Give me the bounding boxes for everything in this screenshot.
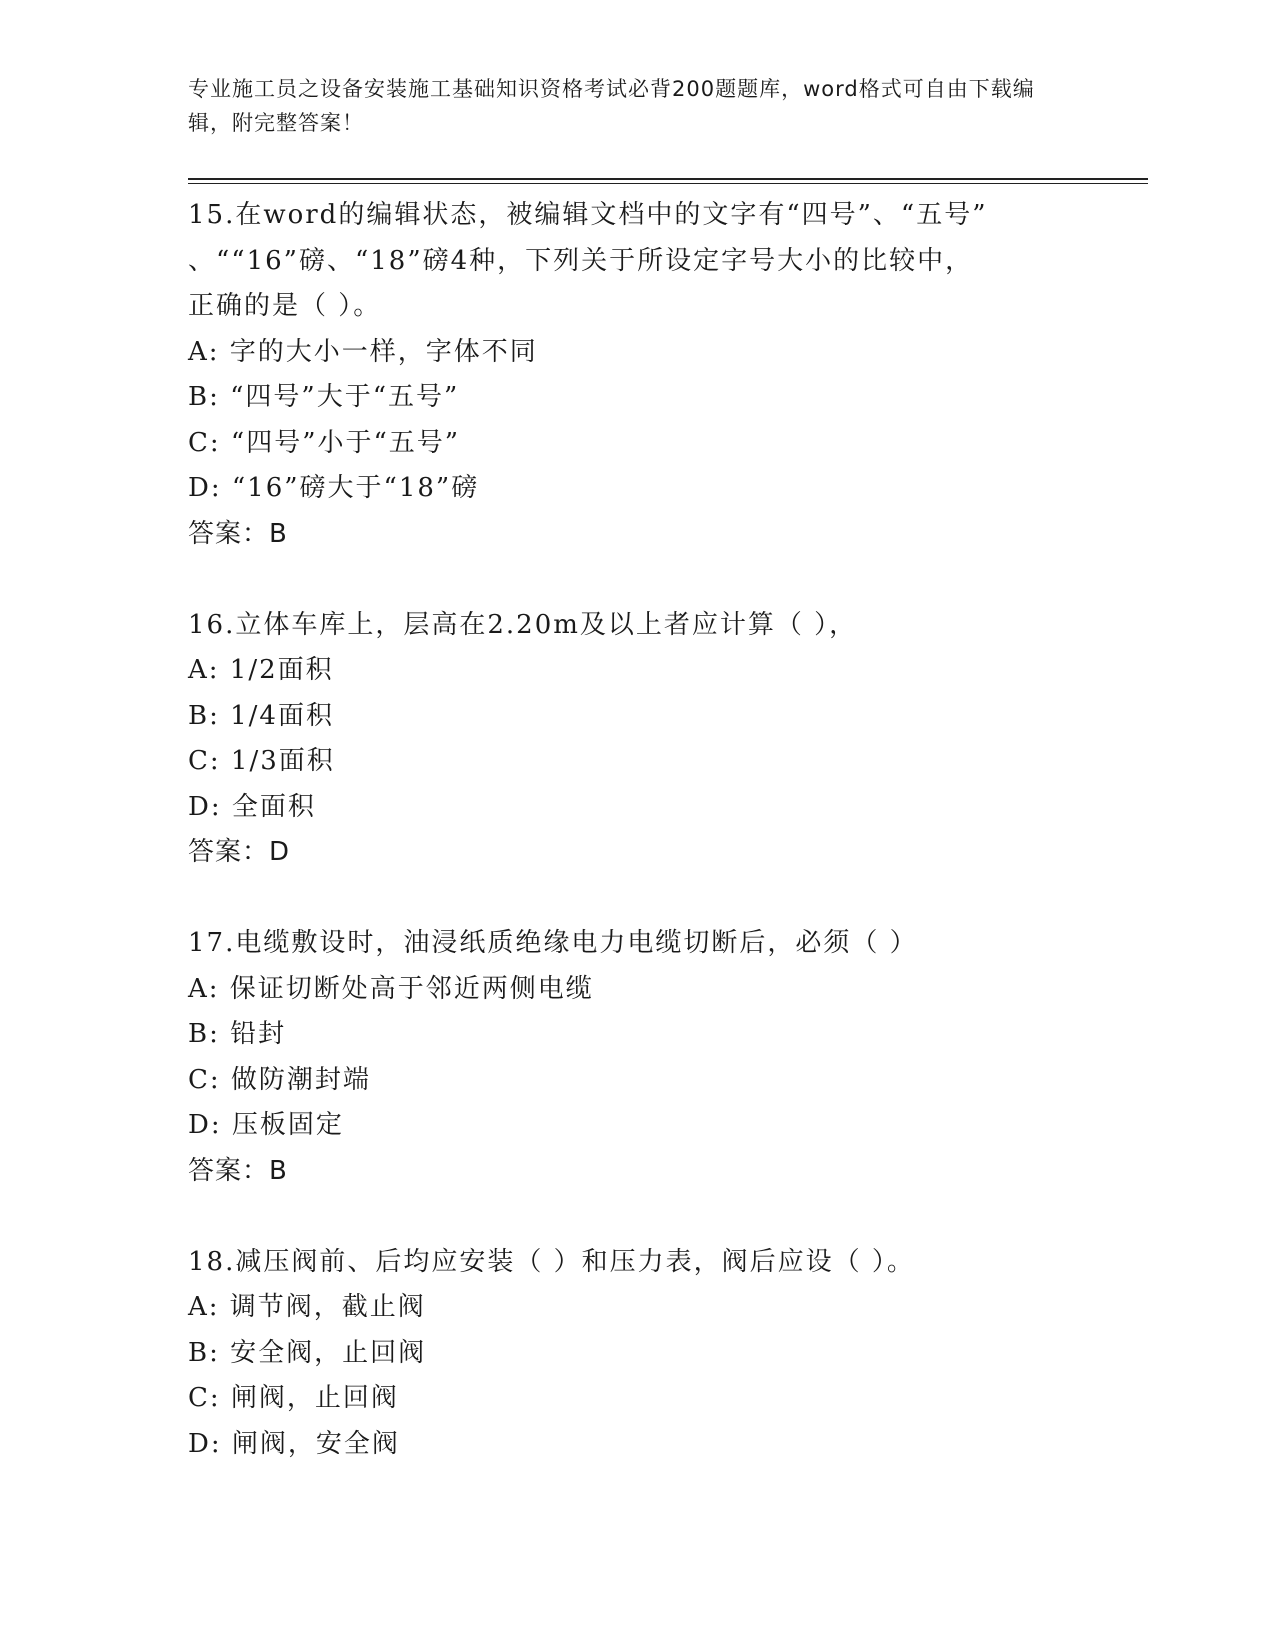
header-rule-thin	[188, 183, 1148, 184]
option-b: B: “四号”大于“五号”	[188, 382, 460, 412]
question-17	[188, 921, 1088, 1194]
question-stem-line: 18.减压阀前、后均应安装（ ）和压力表，阀后应设（ ）。	[188, 1246, 915, 1277]
option-d: D: 闸阀，安全阀	[188, 1428, 400, 1459]
header-rule-thick	[188, 178, 1148, 180]
question-stem-line: 17.电缆敷设时，油浸纸质绝缘电力电缆切断后，必须（ ）	[188, 928, 918, 958]
option-a: A: 调节阀，截止阀	[188, 1292, 426, 1322]
question-stem-line: 15.在word的编辑状态，被编辑文档中的文字有“四号”、“五号”	[188, 200, 988, 230]
question-15	[188, 193, 1088, 557]
option-b: B: 铅封	[188, 1019, 287, 1049]
option-d: D: “16”磅大于“18”磅	[188, 473, 480, 503]
option-d: D: 压板固定	[188, 1110, 344, 1140]
question-18	[188, 1240, 1088, 1468]
spacer	[188, 1194, 1088, 1240]
option-a: A: 1/2面积	[188, 655, 334, 685]
question-stem-line: 16.立体车库上，层高在2.20m及以上者应计算（ ），	[188, 609, 858, 640]
option-c: C: 闸阀，止回阀	[188, 1383, 399, 1413]
option-b: B: 1/4面积	[188, 700, 334, 731]
answer-line: 答案：D	[188, 837, 291, 867]
answer-line: 答案：B	[188, 1155, 288, 1186]
question-list	[188, 193, 1088, 1467]
spacer	[188, 876, 1088, 922]
document-header-title: 专业施工员之设备安装施工基础知识资格考试必背200题题库，word格式可自由下载编辑，附完整答案！	[188, 77, 1035, 135]
question-stem-line: 正确的是（ ）。	[188, 291, 382, 321]
spacer	[188, 557, 1088, 603]
question-16	[188, 603, 1088, 876]
option-c: C: 做防潮封端	[188, 1064, 371, 1095]
option-c: C: “四号”小于“五号”	[188, 427, 461, 458]
option-b: B: 安全阀，止回阀	[188, 1337, 427, 1368]
option-c: C: 1/3面积	[188, 746, 335, 776]
answer-line: 答案：B	[188, 518, 288, 549]
question-stem-line: 、““16”磅、“18”磅4种，下列关于所设定字号大小的比较中，	[188, 245, 974, 276]
option-a: A: 字的大小一样，字体不同	[188, 336, 538, 367]
option-d: D: 全面积	[188, 791, 316, 822]
option-a: A: 保证切断处高于邻近两侧电缆	[188, 973, 594, 1004]
